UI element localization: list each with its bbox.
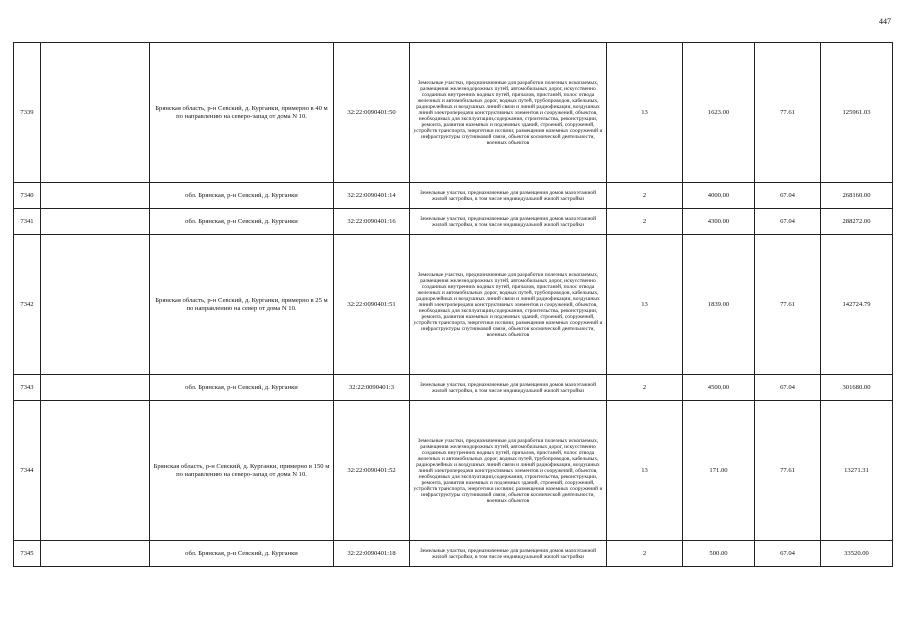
cadastral-number: 32:22:0090401:16 [334, 209, 410, 235]
area-cell: 1839.00 [683, 235, 755, 375]
cadastral-value: 142724.79 [821, 235, 893, 375]
area-cell: 1623.00 [683, 43, 755, 183]
page-number: 447 [879, 17, 891, 26]
table-row [14, 375, 893, 401]
cadastral-number: 32:22:0090401:51 [334, 235, 410, 375]
cadastral-number: 32:22:0090401:3 [334, 375, 410, 401]
land-registry-table [13, 42, 893, 567]
table-row [14, 43, 893, 183]
cadastral-number: 32:22:0090401:18 [334, 541, 410, 567]
table-row [14, 235, 893, 375]
cadastral-value: 301680.00 [821, 375, 893, 401]
record-number: 7344 [14, 401, 41, 541]
record-number: 7343 [14, 375, 41, 401]
rate-cell: 67.04 [755, 541, 821, 567]
rate-cell: 67.04 [755, 183, 821, 209]
group-code: 2 [607, 375, 683, 401]
blank-cell [41, 209, 150, 235]
land-use-cell: Земельные участки, предназначенные для размещения домов малоэтажной жилой застройки, в том числе индивидуальной жилой застройки [410, 209, 607, 235]
area-cell: 171.00 [683, 401, 755, 541]
area-cell: 4300.00 [683, 209, 755, 235]
cadastral-value: 288272.00 [821, 209, 893, 235]
location-cell: обл. Брянская, р-н Севский, д. Курганки [150, 375, 334, 401]
cadastral-number: 32:22:0090401:14 [334, 183, 410, 209]
group-code: 2 [607, 209, 683, 235]
location-cell: обл. Брянская, р-н Севский, д. Курганки [150, 541, 334, 567]
group-code: 13 [607, 401, 683, 541]
blank-cell [41, 43, 150, 183]
land-use-cell: Земельные участки, предназначенные для размещения домов малоэтажной жилой застройки, в том числе индивидуальной жилой застройки [410, 541, 607, 567]
rate-cell: 77.61 [755, 401, 821, 541]
area-cell: 4000.00 [683, 183, 755, 209]
blank-cell [41, 235, 150, 375]
area-cell: 4500.00 [683, 375, 755, 401]
cadastral-number: 32:22:0090401:52 [334, 401, 410, 541]
blank-cell [41, 541, 150, 567]
location-cell: обл. Брянская, р-н Севский, д. Курганки [150, 183, 334, 209]
table-row [14, 183, 893, 209]
table-row [14, 541, 893, 567]
group-code: 13 [607, 43, 683, 183]
location-cell: Брянская область, р-н Севский, д. Курганки, примерно в 40 м по направлению на северо-запад от дома N 10. [150, 43, 334, 183]
blank-cell [41, 375, 150, 401]
table-row [14, 209, 893, 235]
record-number: 7342 [14, 235, 41, 375]
blank-cell [41, 183, 150, 209]
location-cell: обл. Брянская, р-н Севский, д. Курганки [150, 209, 334, 235]
land-use-cell: Земельные участки, предназначенные для размещения домов малоэтажной жилой застройки, в том числе индивидуальной жилой застройки [410, 375, 607, 401]
area-cell: 500.00 [683, 541, 755, 567]
cadastral-value: 13271.31 [821, 401, 893, 541]
record-number: 7340 [14, 183, 41, 209]
record-number: 7345 [14, 541, 41, 567]
land-use-cell: Земельные участки, предназначенные для разработки полезных ископаемых, размещения железнодорожных путей, автомобильных дорог, искусственно созданных внутренних водных путей, причалов, пристаней, полос отвода железных и автомобильных дорог, водных путей, трубопроводов, кабельных, радиорелейных и воздушных линий связи и линий радиофикации, воздушных линий электропередачи конструктивных элементов и сооружений, объектов, необходимых для эксплуатации,содержания, строительства, реконструкции, ремонта, развития наземных и подземных зданий, строений, сооружений, устройств транспорта, энергетики иссвязи; размещения наземных сооружений и инфраструктуры спутниковой связи, объектов космической деятельности, военных объектов [410, 43, 607, 183]
group-code: 2 [607, 183, 683, 209]
registry-body [14, 43, 893, 567]
rate-cell: 67.04 [755, 375, 821, 401]
location-cell: Брянская область, р-н Севский, д. Курганки, примерно в 150 м по направлению на северо-запад от дома N 10. [150, 401, 334, 541]
rate-cell: 77.61 [755, 43, 821, 183]
rate-cell: 67.04 [755, 209, 821, 235]
group-code: 2 [607, 541, 683, 567]
cadastral-value: 125961.03 [821, 43, 893, 183]
group-code: 13 [607, 235, 683, 375]
blank-cell [41, 401, 150, 541]
land-use-cell: Земельные участки, предназначенные для разработки полезных ископаемых, размещения железнодорожных путей, автомобильных дорог, искусственно созданных внутренних водных путей, причалов, пристаней, полос отвода железных и автомобильных дорог, водных путей, трубопроводов, кабельных, радиорелейных и воздушных линий связи и линий радиофикации, воздушных линий электропередачи конструктивных элементов и сооружений, объектов, необходимых для эксплуатации,содержания, строительства, реконструкции, ремонта, развития наземных и подземных зданий, строений, сооружений, устройств транспорта, энергетики иссвязи; размещения наземных сооружений и инфраструктуры спутниковой связи, объектов космической деятельности, военных объектов [410, 235, 607, 375]
table-row [14, 401, 893, 541]
record-number: 7339 [14, 43, 41, 183]
cadastral-value: 33520.00 [821, 541, 893, 567]
record-number: 7341 [14, 209, 41, 235]
cadastral-value: 268160.00 [821, 183, 893, 209]
cadastral-number: 32:22:0090401:50 [334, 43, 410, 183]
land-use-cell: Земельные участки, предназначенные для разработки полезных ископаемых, размещения железнодорожных путей, автомобильных дорог, искусственно созданных внутренних водных путей, причалов, пристаней, полос отвода железных и автомобильных дорог, водных путей, трубопроводов, кабельных, радиорелейных и воздушных линий связи и линий радиофикации, воздушных линий электропередачи конструктивных элементов и сооружений, объектов, необходимых для эксплуатации,содержания, строительства, реконструкции, ремонта, развития наземных и подземных зданий, строений, сооружений, устройств транспорта, энергетики иссвязи; размещения наземных сооружений и инфраструктуры спутниковой связи, объектов космической деятельности, военных объектов [410, 401, 607, 541]
land-use-cell: Земельные участки, предназначенные для размещения домов малоэтажной жилой застройки, в том числе индивидуальной жилой застройки [410, 183, 607, 209]
location-cell: Брянская область, р-н Севский, д. Курганки, примерно в 25 м по направлению на север от дома N 10. [150, 235, 334, 375]
rate-cell: 77.61 [755, 235, 821, 375]
